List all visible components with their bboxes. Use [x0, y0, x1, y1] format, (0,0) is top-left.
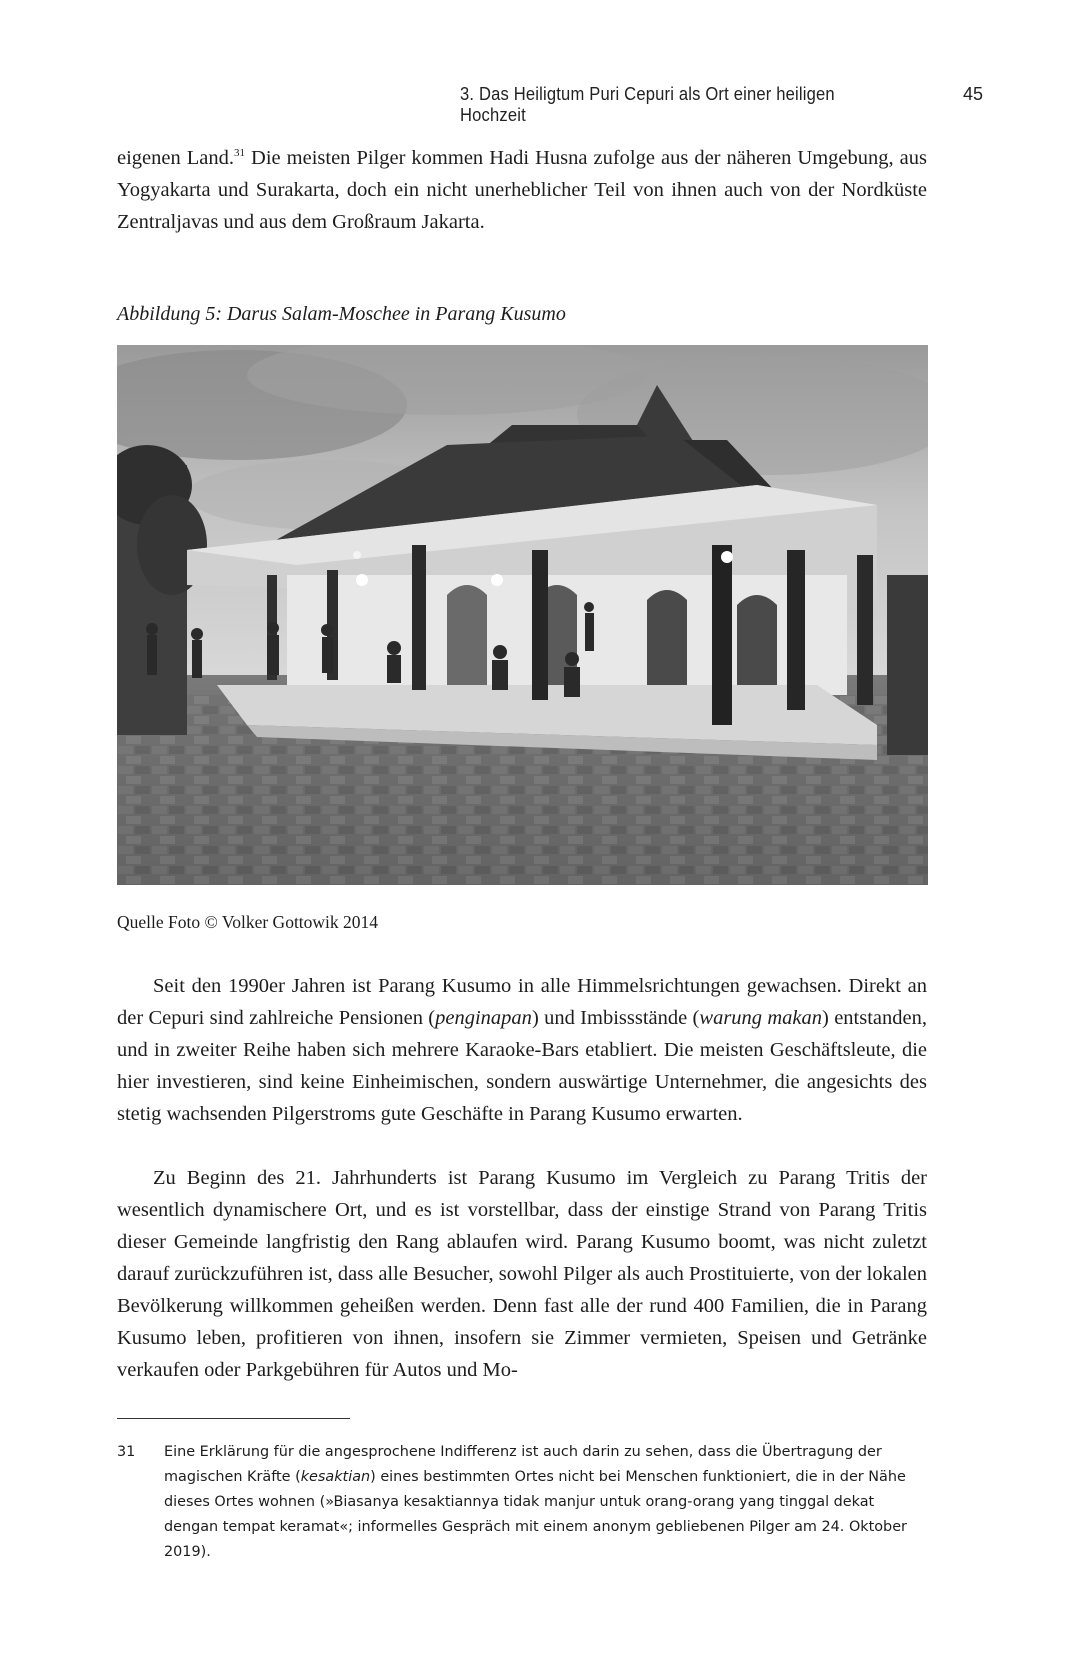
- footnote-number: 31: [117, 1444, 136, 1460]
- paragraph-1-rest: Die meisten Pilger kommen Hadi Husna zufolge aus der näheren Umgebung, aus Yogyakarta und Surakarta, doch ein nicht unerheblicher Teil von ihnen auch von der Nordküste Zentraljavas und aus dem Großraum Jakarta.: [117, 147, 927, 233]
- paragraph-2-part-b: ) und Imbissstände (: [531, 1007, 700, 1029]
- paragraph-1: [117, 142, 927, 238]
- footnote-reference[interactable]: 31: [234, 147, 246, 159]
- photo-credit: Quelle Foto © Volker Gottowik 2014: [117, 912, 379, 932]
- figure-caption: Abbildung 5: Darus Salam-Moschee in Parang Kusumo: [117, 303, 566, 325]
- term-warung-makan: warung makan: [699, 1007, 823, 1029]
- footnote-text: [164, 1440, 927, 1565]
- footnote-31: [117, 1440, 927, 1565]
- paragraph-3: Zu Beginn des 21. Jahrhunderts ist Parang Kusumo im Vergleich zu Parang Tritis der wesentlich dynamischere Ort, und es ist vorstellbar, dass der einstige Strand von Parang Tritis dieser Gemeinde langfristig den Rang ablaufen wird. Parang Kusumo boomt, was nicht zuletzt darauf zurückzuführen ist, dass alle Besucher, sowohl Pilger als auch Prostituierte, von der lokalen Bevölkerung willkommen geheißen werden. Denn fast alle der rund 400 Familien, die in Parang Kusumo leben, profitieren von ihnen, insofern sie Zimmer vermieten, Speisen und Getränke verkaufen oder Parkgebühren für Autos und Mo-: [117, 1167, 927, 1381]
- mosque-photo: [117, 345, 928, 885]
- page-number: 45: [963, 84, 984, 104]
- term-penginapan: penginapan: [435, 1007, 532, 1029]
- footnote-text-b: ) eines bestimmten Ortes nicht bei Menschen funktioniert, die in der Nähe dieses Ortes wohnen (»Biasanya kesaktiannya tidak manjur untuk orang-orang yang tinggal dekat dengan tempat keramat«; informelles Gespräch mit einem anonym gebliebenen Pilger am 24. Oktober 2019).: [164, 1469, 907, 1560]
- running-head: 3. Das Heiligtum Puri Cepuri als Ort einer heiligen Hochzeit: [460, 84, 835, 125]
- footnote-text-a: Eine Erklärung für die angesprochene Indifferenz ist auch darin zu sehen, dass die Übertragung der magischen Kräfte (: [164, 1444, 882, 1485]
- footnote-divider: [117, 1418, 350, 1419]
- term-kesaktian: kesaktian: [300, 1469, 371, 1485]
- paragraph-2: [117, 970, 927, 1130]
- paragraph-1-start: eigenen Land.: [117, 147, 235, 169]
- paragraph-2-part-c: ) entstanden, und in zweiter Reihe haben sich mehrere Karaoke-Bars etabliert. Die meisten Geschäftsleute, die hier investieren, sind keine Einheimischen, sondern auswärtige Unternehmer, die angesichts des stetig wachsenden Pilgerstroms gute Geschäfte in Parang Kusumo erwarten.: [117, 1007, 927, 1125]
- paragraph-2-part-a: Seit den 1990er Jahren ist Parang Kusumo in alle Himmelsrichtungen gewachsen. Direkt an der Cepuri sind zahlreiche Pensionen (: [117, 975, 927, 1029]
